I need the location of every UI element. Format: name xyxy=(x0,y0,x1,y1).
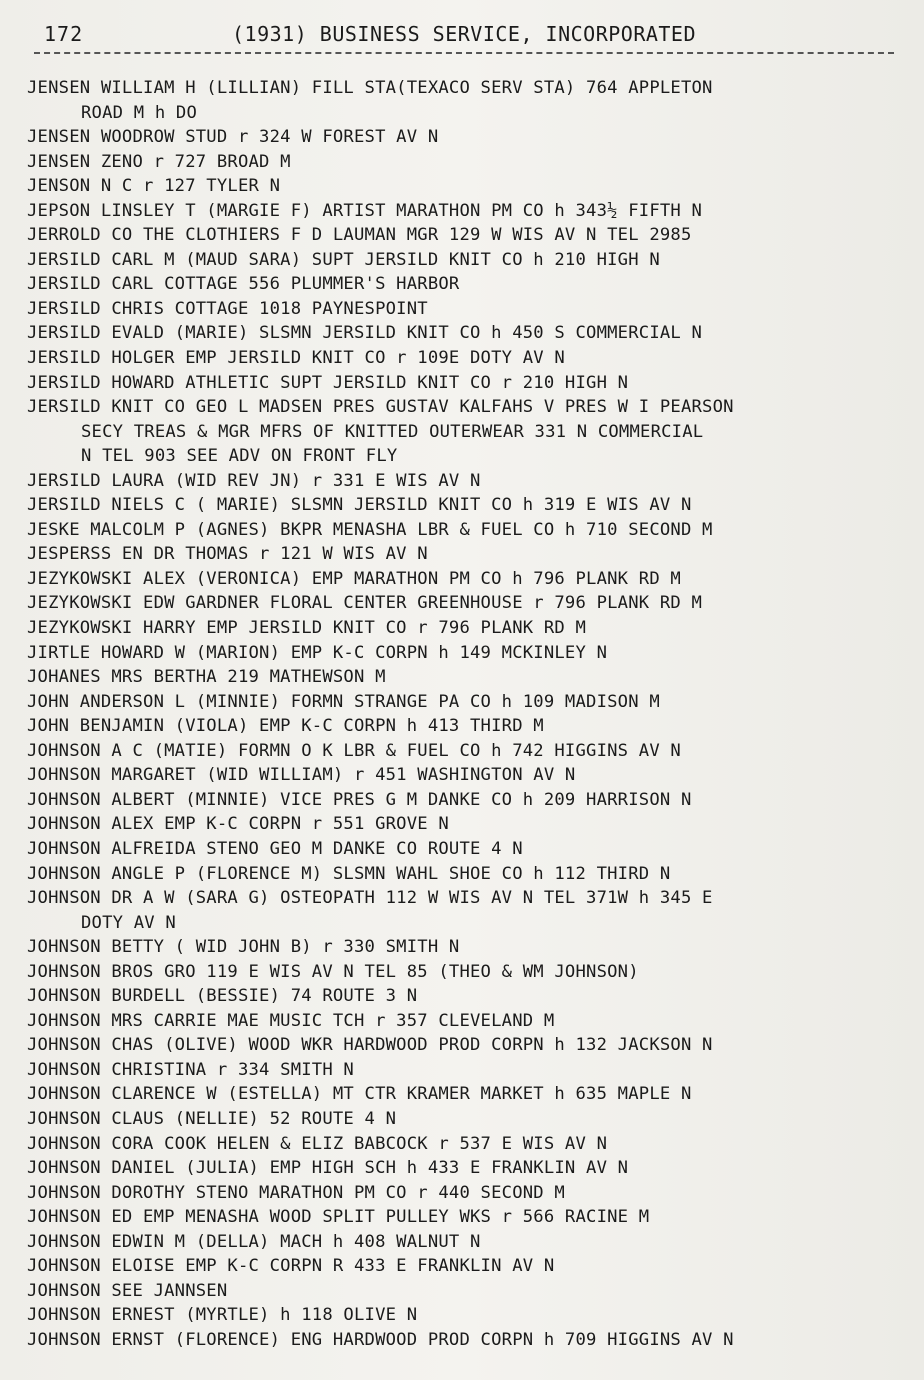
directory-entry: JOHNSON EDWIN M (DELLA) MACH h 408 WALNUT N xyxy=(27,1231,481,1252)
directory-entry: JESPERSS EN DR THOMAS r 121 W WIS AV N xyxy=(27,544,428,565)
directory-entry: JERSILD LAURA (WID REV JN) r 331 E WIS AV N xyxy=(27,470,481,491)
header-rule xyxy=(34,52,894,54)
directory-entry: JOHNSON CLARENCE W (ESTELLA) MT CTR KRAMER MARKET h 635 MAPLE N xyxy=(27,1084,692,1105)
directory-entry: JIRTLE HOWARD W (MARION) EMP K-C CORPN h 149 MCKINLEY N xyxy=(27,642,608,663)
directory-entry: JOHANES MRS BERTHA 219 MATHEWSON M xyxy=(27,667,386,688)
directory-entries xyxy=(27,76,907,1352)
directory-entry: JOHNSON ANGLE P (FLORENCE M) SLSMN WAHL SHOE CO h 112 THIRD N xyxy=(27,863,671,884)
directory-entry: JERSILD HOWARD ATHLETIC SUPT JERSILD KNIT CO r 210 HIGH N xyxy=(27,372,629,393)
directory-entry: JERROLD CO THE CLOTHIERS F D LAUMAN MGR 129 W WIS AV N TEL 2985 xyxy=(27,225,692,246)
directory-entry: JOHNSON ERNST (FLORENCE) ENG HARDWOOD PROD CORPN h 709 HIGGINS AV N xyxy=(27,1329,734,1350)
directory-entry-continuation: SECY TREAS & MGR MFRS OF KNITTED OUTERWEAR 331 N COMMERCIAL xyxy=(81,421,704,442)
directory-entry: JEZYKOWSKI ALEX (VERONICA) EMP MARATHON PM CO h 796 PLANK RD M xyxy=(27,568,681,589)
directory-entry: JEZYKOWSKI HARRY EMP JERSILD KNIT CO r 796 PLANK RD M xyxy=(27,618,587,639)
directory-entry: JOHNSON BURDELL (BESSIE) 74 ROUTE 3 N xyxy=(27,986,418,1007)
directory-entry-continuation: ROAD M h DO xyxy=(81,102,198,123)
directory-entry: JOHNSON ALBERT (MINNIE) VICE PRES G M DANKE CO h 209 HARRISON N xyxy=(27,789,692,810)
directory-entry: JOHNSON CHRISTINA r 334 SMITH N xyxy=(27,1059,354,1080)
directory-entry: JERSILD CARL COTTAGE 556 PLUMMER'S HARBOR xyxy=(27,274,460,295)
directory-entry: JOHNSON DR A W (SARA G) OSTEOPATH 112 W WIS AV N TEL 371W h 345 E xyxy=(27,888,713,909)
directory-entry: JOHNSON ALEX EMP K-C CORPN r 551 GROVE N xyxy=(27,814,449,835)
directory-entry: JOHNSON A C (MATIE) FORMN O K LBR & FUEL CO h 742 HIGGINS AV N xyxy=(27,740,681,761)
directory-entry: JENSEN WOODROW STUD r 324 W FOREST AV N xyxy=(27,127,439,148)
directory-entry: JESKE MALCOLM P (AGNES) BKPR MENASHA LBR & FUEL CO h 710 SECOND M xyxy=(27,519,713,540)
directory-entry: JOHNSON BETTY ( WID JOHN B) r 330 SMITH N xyxy=(27,937,460,958)
directory-entry: JENSEN WILLIAM H (LILLIAN) FILL STA(TEXACO SERV STA) 764 APPLETON xyxy=(27,78,713,98)
directory-entry: JENSEN ZENO r 727 BROAD M xyxy=(27,151,291,172)
directory-entry: JOHNSON DOROTHY STENO MARATHON PM CO r 440 SECOND M xyxy=(27,1182,565,1203)
directory-entry: JERSILD CHRIS COTTAGE 1018 PAYNESPOINT xyxy=(27,298,428,319)
directory-entry: JERSILD HOLGER EMP JERSILD KNIT CO r 109E DOTY AV N xyxy=(27,348,565,369)
directory-entry: JOHNSON BROS GRO 119 E WIS AV N TEL 85 (THEO & WM JOHNSON) xyxy=(27,961,639,982)
directory-entry: JOHNSON CHAS (OLIVE) WOOD WKR HARDWOOD PROD CORPN h 132 JACKSON N xyxy=(27,1035,713,1056)
directory-entry: JOHNSON ALFREIDA STENO GEO M DANKE CO ROUTE 4 N xyxy=(27,838,523,859)
directory-entry: JOHNSON ERNEST (MYRTLE) h 118 OLIVE N xyxy=(27,1305,418,1326)
page-title: (1931) BUSINESS SERVICE, INCORPORATED xyxy=(232,22,697,46)
directory-entry: JOHNSON SEE JANNSEN xyxy=(27,1280,228,1301)
directory-entry: JENSON N C r 127 TYLER N xyxy=(27,176,281,197)
directory-entry: JOHNSON MRS CARRIE MAE MUSIC TCH r 357 CLEVELAND M xyxy=(27,1010,555,1031)
directory-entry: JOHNSON DANIEL (JULIA) EMP HIGH SCH h 433 E FRANKLIN AV N xyxy=(27,1158,629,1179)
page-number: 172 xyxy=(44,22,84,46)
directory-entry: JERSILD KNIT CO GEO L MADSEN PRES GUSTAV KALFAHS V PRES W I PEARSON xyxy=(27,397,734,418)
directory-entry: JERSILD CARL M (MAUD SARA) SUPT JERSILD KNIT CO h 210 HIGH N xyxy=(27,249,660,270)
directory-entry: JOHNSON CLAUS (NELLIE) 52 ROUTE 4 N xyxy=(27,1108,397,1129)
directory-entry: JOHNSON MARGARET (WID WILLIAM) r 451 WASHINGTON AV N xyxy=(27,765,576,786)
directory-entry: JOHN BENJAMIN (VIOLA) EMP K-C CORPN h 413 THIRD M xyxy=(27,716,544,737)
directory-entry: JOHNSON ELOISE EMP K-C CORPN R 433 E FRANKLIN AV N xyxy=(27,1256,555,1277)
directory-entry: JOHNSON CORA COOK HELEN & ELIZ BABCOCK r 537 E WIS AV N xyxy=(27,1133,608,1154)
directory-entry: JOHNSON ED EMP MENASHA WOOD SPLIT PULLEY WKS r 566 RACINE M xyxy=(27,1207,650,1228)
directory-entry: JERSILD EVALD (MARIE) SLSMN JERSILD KNIT CO h 450 S COMMERCIAL N xyxy=(27,323,703,344)
directory-entry: JEPSON LINSLEY T (MARGIE F) ARTIST MARATHON PM CO h 343½ FIFTH N xyxy=(27,200,703,221)
directory-entry-continuation: DOTY AV N xyxy=(81,912,176,933)
page-header xyxy=(0,16,924,56)
directory-entry-continuation: N TEL 903 SEE ADV ON FRONT FLY xyxy=(81,446,398,467)
directory-entry: JOHN ANDERSON L (MINNIE) FORMN STRANGE PA CO h 109 MADISON M xyxy=(27,691,660,712)
directory-entry: JERSILD NIELS C ( MARIE) SLSMN JERSILD KNIT CO h 319 E WIS AV N xyxy=(27,495,692,516)
directory-entry: JEZYKOWSKI EDW GARDNER FLORAL CENTER GREENHOUSE r 796 PLANK RD M xyxy=(27,593,703,614)
